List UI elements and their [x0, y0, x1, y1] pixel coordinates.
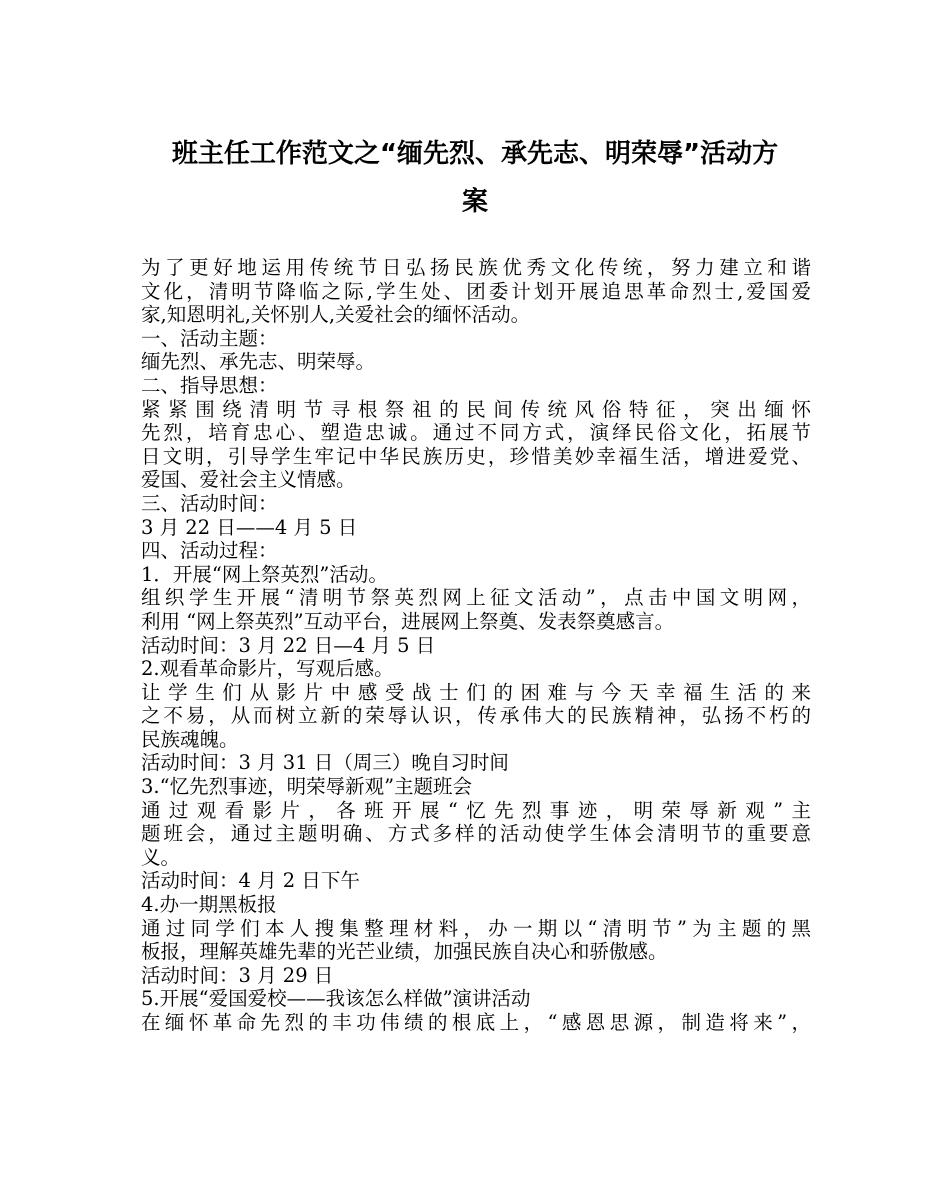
body-line: 紧紧围绕清明节寻根祭祖的民间传统风俗特征，突出缅怀: [141, 397, 811, 421]
body-line: 文化，清明节降临之际,学生处、团委计划开展追思革命烈士,爱国爱: [141, 279, 811, 303]
document-body: [141, 256, 811, 1035]
body-line: 组织学生开展“清明节祭英烈网上征文活动”，点击中国文明网，: [141, 586, 811, 610]
body-line: 活动时间：3 月 31 日（周三）晚自习时间: [141, 751, 509, 775]
section-heading: 四、活动过程：: [141, 539, 278, 563]
body-line: 2.观看革命影片，写观后感。: [141, 657, 394, 681]
body-line: 日文明，引导学生牢记中华民族历史，珍惜美妙幸福生活，增进爱党、: [141, 444, 811, 468]
body-line: 让学生们从影片中感受战士们的困难与今天幸福生活的来: [141, 680, 811, 704]
body-line: 义。: [141, 845, 181, 869]
body-line: 5.开展“爱国爱校——我该怎么样做”演讲活动: [141, 987, 531, 1011]
document-title-line-1: 班主任工作范文之“缅先烈、承先志、明荣辱”活动方: [171, 139, 779, 169]
body-line: 活动时间：3 月 22 日—4 月 5 日: [141, 633, 436, 657]
body-line: 3 月 22 日——4 月 5 日: [141, 515, 358, 539]
body-line: 活动时间：4 月 2 日下午: [141, 869, 360, 893]
body-line: 1．开展“网上祭英烈”活动。: [141, 562, 388, 586]
body-line: 为了更好地运用传统节日弘扬民族优秀文化传统，努力建立和谐: [141, 256, 811, 279]
section-heading: 二、指导思想：: [141, 373, 278, 397]
body-line: 在缅怀革命先烈的丰功伟绩的根底上，“感恩思源，制造将来”，: [141, 1011, 811, 1034]
body-line: 先烈，培育忠心、塑造忠诚。通过不同方式，演绎民俗文化，拓展节: [141, 421, 811, 445]
body-line: 板报，理解英雄先辈的光芒业绩，加强民族自决心和骄傲感。: [141, 940, 668, 964]
section-heading: 三、活动时间：: [141, 491, 278, 515]
body-line: 题班会，通过主题明确、方式多样的活动使学生体会清明节的重要意: [141, 822, 811, 846]
body-line: 家,知恩明礼,关怀别人,关爱社会的缅怀活动。: [141, 303, 531, 327]
body-line: 3.“忆先烈事迹，明荣辱新观”主题班会: [141, 775, 473, 799]
body-line: 通过同学们本人搜集整理材料，办一期以“清明节”为主题的黑: [141, 916, 811, 940]
body-line: 活动时间：3 月 29 日: [141, 963, 334, 987]
body-line: 利用 “网上祭英烈”互动平台，进展网上祭奠、发表祭奠感言。: [141, 609, 675, 633]
body-line: 民族魂魄。: [141, 727, 239, 751]
body-line: 之不易，从而树立新的荣辱认识，传承伟大的民族精神，弘扬不朽的: [141, 704, 811, 728]
body-line: 通过观看影片，各班开展“忆先烈事迹，明荣辱新观”主: [141, 798, 811, 822]
section-heading: 一、活动主题：: [141, 326, 278, 350]
body-line: 4.办一期黑板报: [141, 893, 277, 917]
document-title-line-2: 案: [461, 187, 488, 217]
body-line: 缅先烈、承先志、明荣辱。: [141, 350, 376, 374]
body-line: 爱国、爱社会主义情感。: [141, 468, 356, 492]
